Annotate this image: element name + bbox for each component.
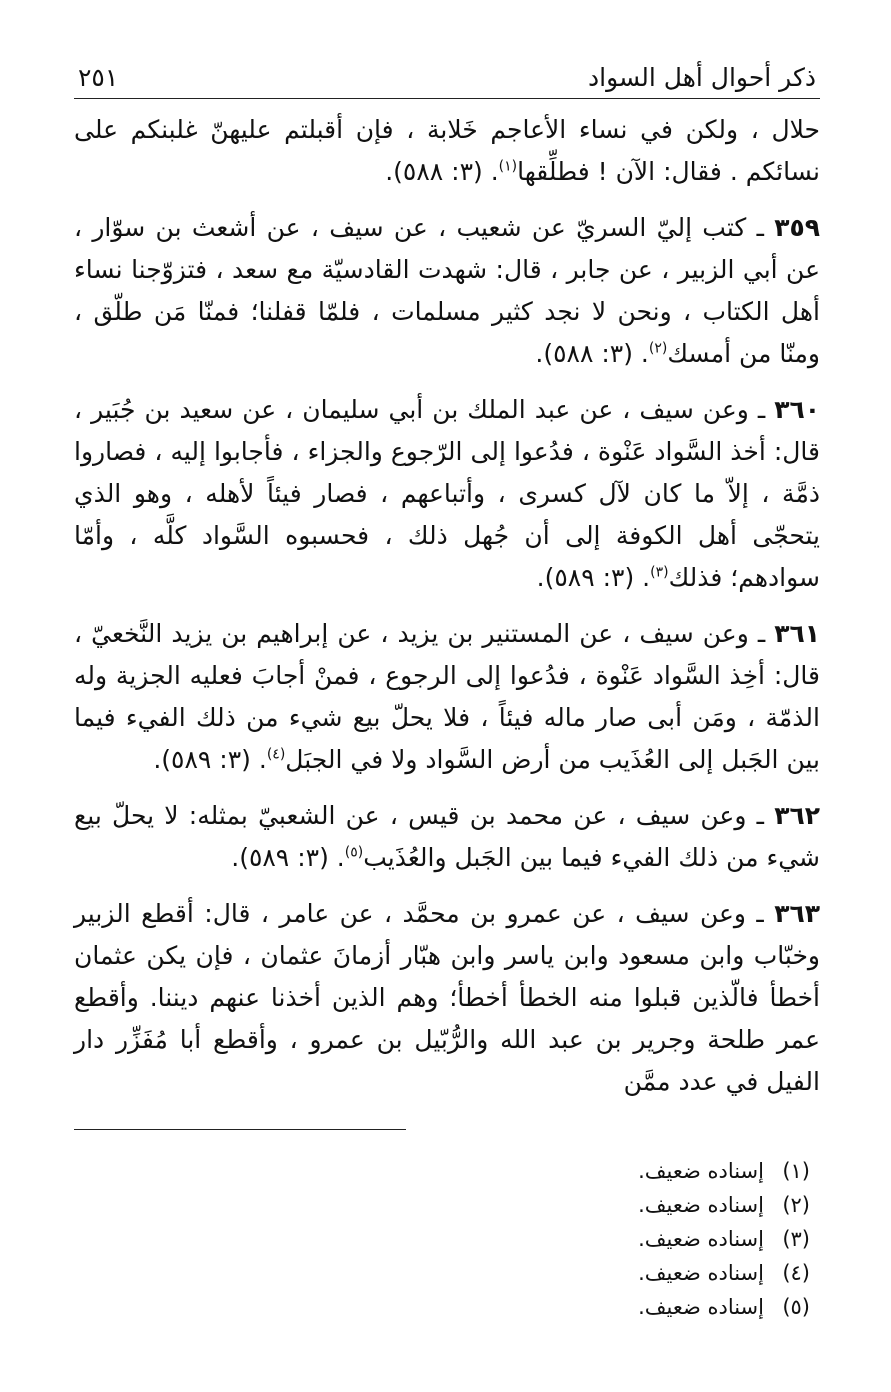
footnote-divider bbox=[74, 1129, 406, 1130]
footnote-number: (١) bbox=[782, 1159, 810, 1183]
running-header bbox=[74, 56, 820, 99]
paragraph bbox=[74, 893, 820, 1103]
paragraph-text: ـ وعن سيف ، عن عمرو بن محمَّد ، عن عامر ، قال: أقطع الزبير وخبّاب وابن مسعود وابن ياسر وابن هبّار أزمانَ عثمان ، فإن يكن عثمان أخطأ فالّذين قبلوا منه الخطأ أخطأ؛ وهم الذين أخذنا عنهم ديننا. وأقطع عمر طلحة وجرير بن عبد الله والرُّبّيل بن عمرو ، وأقطع أبا مُفَزِّر دار الفيل في عدد ممَّن bbox=[74, 899, 820, 1096]
footnote-text: إسناده ضعيف. bbox=[638, 1193, 764, 1217]
paragraph bbox=[74, 207, 820, 375]
paragraph-text: حلال ، ولكن في نساء الأعاجم خَلابة ، فإن أقبلتم عليهنّ غلبنكم على نسائكم . فقال: الآن ! فطلِّقها bbox=[74, 115, 820, 186]
footnotes bbox=[74, 1154, 810, 1324]
footnote bbox=[74, 1188, 810, 1222]
paragraph bbox=[74, 795, 820, 879]
report-number: ٣٦٢ bbox=[774, 801, 820, 830]
paragraph-text: ـ وعن سيف ، عن محمد بن قيس ، عن الشعبيّ بمثله: لا يحلّ بيع شيء من ذلك الفيء فيما بين الجَبل والعُذَيب bbox=[74, 801, 820, 872]
chapter-title: ذكر أحوال أهل السواد bbox=[587, 63, 816, 92]
footnote bbox=[74, 1222, 810, 1256]
paragraph-text: ـ وعن سيف ، عن عبد الملك بن أبي سليمان ، عن سعيد بن جُبَير ، قال: أخذ السَّواد عَنْوة ، فدُعوا إلى الرّجوع والجزاء ، فأجابوا إليه ، فصاروا ذمَّة ، إلاّ ما كان لآل كسرى ، وأتباعهم ، فصار فيئاً لأهله ، وهو الذي يتحجّى أهل الكوفة إلى أن جُهل ذلك ، فحسبوه السَّواد كلَّه ، وأمّا سوادهم؛ فذلك bbox=[74, 395, 820, 592]
footnote-ref: (٥) bbox=[344, 844, 364, 861]
footnote-number: (٣) bbox=[782, 1227, 810, 1251]
footnote-ref: (١) bbox=[498, 158, 518, 175]
footnote-number: (٢) bbox=[782, 1193, 810, 1217]
footnote-number: (٤) bbox=[782, 1261, 810, 1285]
report-number: ٣٥٩ bbox=[774, 213, 820, 242]
citation: . (٣: ٥٨٨). bbox=[535, 339, 649, 368]
paragraph bbox=[74, 109, 820, 193]
footnote-text: إسناده ضعيف. bbox=[638, 1261, 764, 1285]
footnote-text: إسناده ضعيف. bbox=[638, 1295, 764, 1319]
main-text bbox=[74, 109, 820, 1103]
report-number: ٣٦١ bbox=[774, 619, 820, 648]
report-number: ٣٦٣ bbox=[774, 899, 820, 928]
footnote-text: إسناده ضعيف. bbox=[638, 1227, 764, 1251]
footnote-ref: (٣) bbox=[650, 564, 669, 581]
paragraph bbox=[74, 613, 820, 781]
footnote bbox=[74, 1256, 810, 1290]
footnote bbox=[74, 1154, 810, 1188]
paragraph bbox=[74, 389, 820, 599]
footnote-number: (٥) bbox=[782, 1295, 810, 1319]
paragraph-text: ـ كتب إليّ السريّ عن شعيب ، عن سيف ، عن أشعث بن سوّار ، عن أبي الزبير ، عن جابر ، قال: شهدت القادسيّة مع سعد ، فتزوّجنا نساء أهل الكتاب ، ونحن لا نجد كثير مسلمات ، فلمّا قفلنا؛ فمنّا مَن طلّق ، ومنّا من أمسك bbox=[74, 213, 820, 368]
citation: . (٣: ٥٨٩). bbox=[536, 563, 651, 592]
citation: . (٣: ٥٨٩). bbox=[231, 843, 345, 872]
citation: . (٣: ٥٨٨). bbox=[385, 157, 499, 186]
page-number: ٢٥١ bbox=[78, 63, 119, 92]
footnote-ref: (٢) bbox=[648, 340, 668, 357]
footnote-text: إسناده ضعيف. bbox=[638, 1159, 764, 1183]
footnote bbox=[74, 1290, 810, 1324]
book-page bbox=[74, 56, 820, 1324]
citation: . (٣: ٥٨٩). bbox=[153, 745, 267, 774]
paragraph-text: ـ وعن سيف ، عن المستنير بن يزيد ، عن إبراهيم بن يزيد النَّخعيّ ، قال: أخِذ السَّواد عَنْوة ، فدُعوا إلى الرجوع ، فمنْ أجابَ فعليه الجزية وله الذمّة ، ومَن أبى صار ماله فيئاً ، فلا يحلّ بيع شيء من ذلك الفيء فيما بين الجَبل إلى العُذَيب من أرض السَّواد ولا في الجبَل bbox=[74, 619, 820, 774]
footnote-ref: (٤) bbox=[266, 746, 286, 763]
report-number: ٣٦٠ bbox=[774, 395, 820, 424]
